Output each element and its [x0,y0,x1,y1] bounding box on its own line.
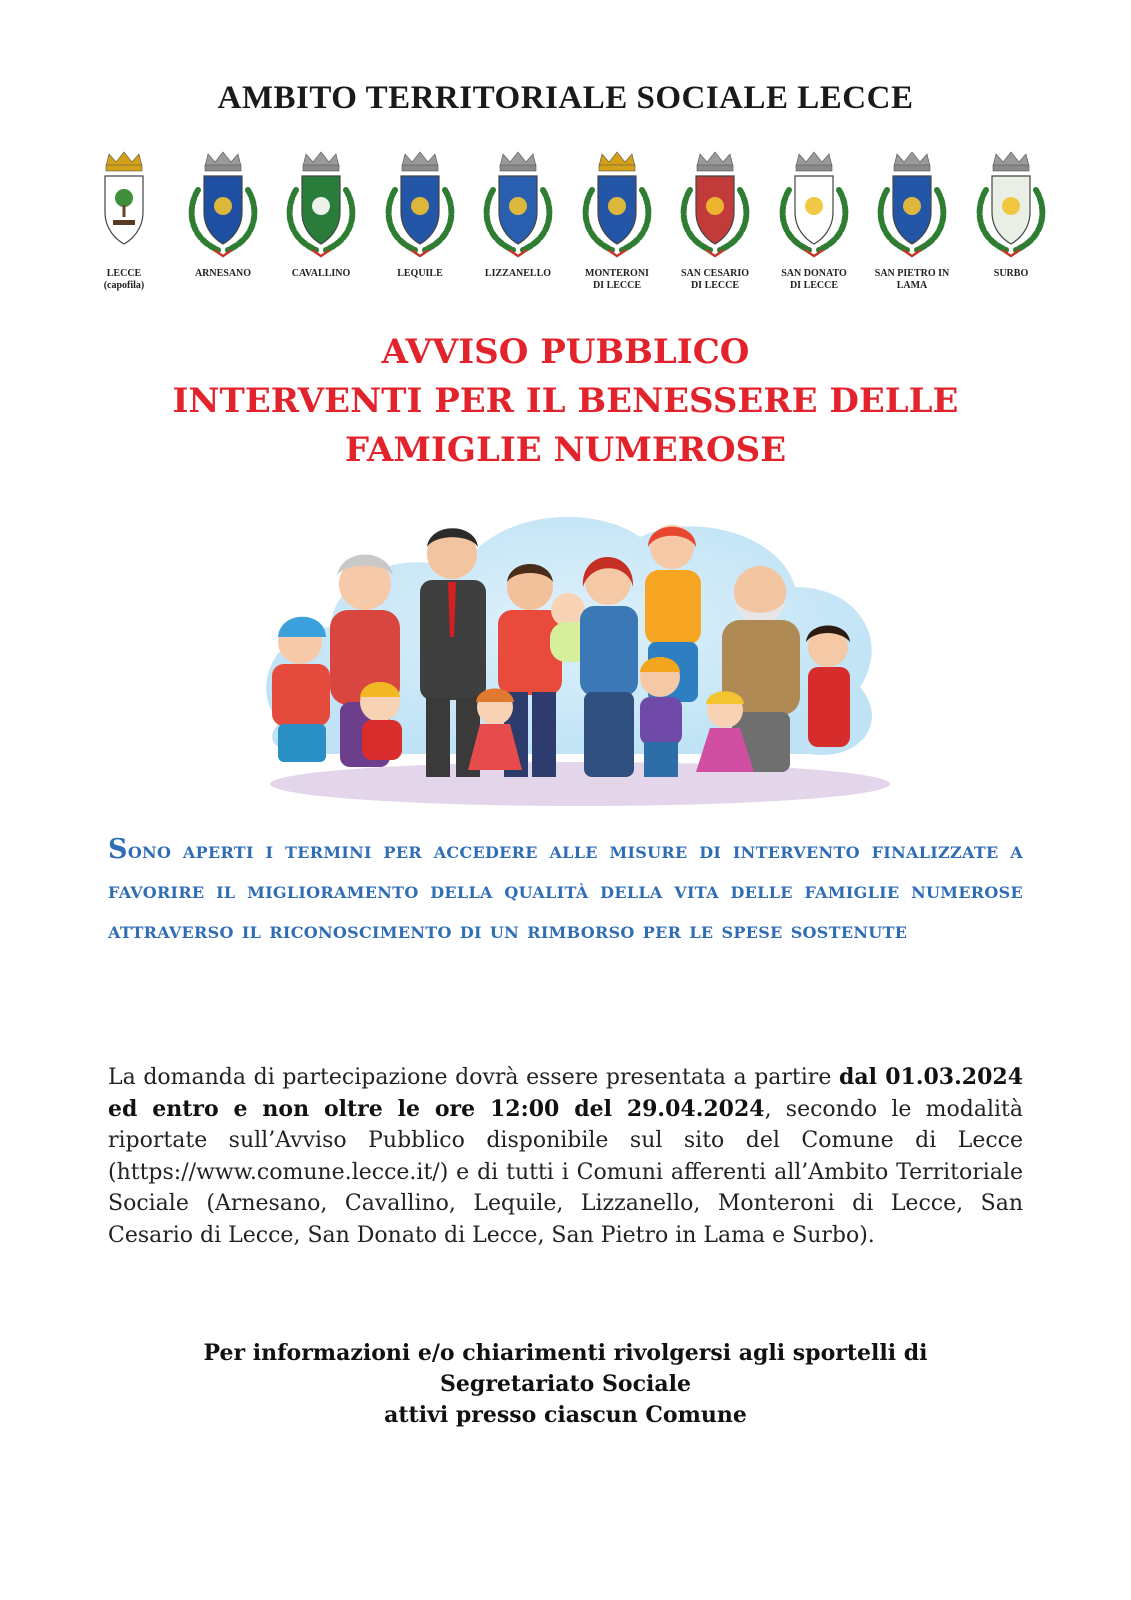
surbo-crest-icon [966,150,1056,262]
boy-purple-shirt-figure [640,657,682,777]
municipality-name: SAN CESARIO DI LECCE [680,268,750,291]
municipality-1 [174,150,272,280]
municipality-crests [75,150,1060,310]
municipality-2 [272,150,370,280]
municipality-5 [568,150,666,292]
footer-line3: attivi presso ciascun Comune [384,1402,747,1428]
municipality-4 [469,150,567,280]
municipality-name: LEQUILE [397,268,443,279]
mother-figure [580,557,638,777]
notice-title-line3: FAMIGLIE NUMEROSE [344,430,787,470]
lead-text: ono aperti i termini per accedere alle misure di intervento finalizzate a favorire il miglioramento della qualità della vita delle famiglie numerose attraverso il riconoscimento di un rimborso per le spese sostenute [108,838,1023,944]
footer-line2: Segretariato Sociale [440,1371,691,1397]
info-footer [0,1338,1131,1431]
municipality-name: SURBO [993,268,1029,279]
notice-title [0,328,1131,475]
municipality-name: CAVALLINO [291,268,351,279]
municipality-name: ARNESANO [194,268,252,279]
lequile-crest-icon [375,150,465,262]
san-pietro-crest-icon [867,150,957,262]
body-deadline-text: dal 01.03.2024 ed entro e non oltre le ore 12:00 del 29.04.2024 [108,1064,1023,1122]
lecce-crest-icon [79,150,169,262]
footer-line1: Per informazioni e/o chiarimenti rivolgersi agli sportelli di [203,1340,928,1366]
body-paragraph [108,1062,1023,1251]
family-illustration-svg [240,492,900,817]
lizzanello-crest-icon [473,150,563,262]
municipality-name: LECCE (capofila) [103,268,145,291]
san-cesario-crest-icon [670,150,760,262]
municipality-name: LIZZANELLO [484,268,552,279]
municipality-0 [75,150,173,292]
municipality-9 [962,150,1060,280]
municipality-name: SAN DONATO DI LECCE [781,268,847,291]
san-donato-crest-icon [769,150,859,262]
municipality-6 [666,150,764,292]
large-family-illustration [240,492,900,817]
municipality-8 [863,150,961,292]
arnesano-crest-icon [178,150,268,262]
boy-with-cap-figure [272,617,330,762]
page-title: AMBITO TERRITORIALE SOCIALE LECCE [217,80,914,116]
lead-first-letter: S [108,834,128,865]
municipality-7 [765,150,863,292]
girl-figure [806,626,850,748]
monteroni-crest-icon [572,150,662,262]
municipality-3 [371,150,469,280]
cavallino-crest-icon [276,150,366,262]
notice-title-line1: AVVISO PUBBLICO [381,332,750,372]
municipality-name: SAN PIETRO IN LAMA [874,268,950,291]
body-text-part1: La domanda di partecipazione dovrà essere presentata a partire [108,1065,839,1090]
lead-paragraph [108,830,1023,951]
body-text-part2: , secondo le modalità riportate sull’Avviso Pubblico disponibile sul sito del Comune di Lecce (https://www.comune.lecce.it/) e di tutti i Comuni afferenti all’Ambito Territoriale Sociale (Arnesano, Cavallino, Lequile, Lizzanello, Monteroni di Lecce, San Cesario di Lecce, San Donato di Lecce, San Pietro in Lama e Surbo). [108,1096,1023,1248]
notice-title-line2: INTERVENTI PER IL BENESSERE DELLE [172,381,959,421]
municipality-name: MONTERONI DI LECCE [585,268,649,291]
